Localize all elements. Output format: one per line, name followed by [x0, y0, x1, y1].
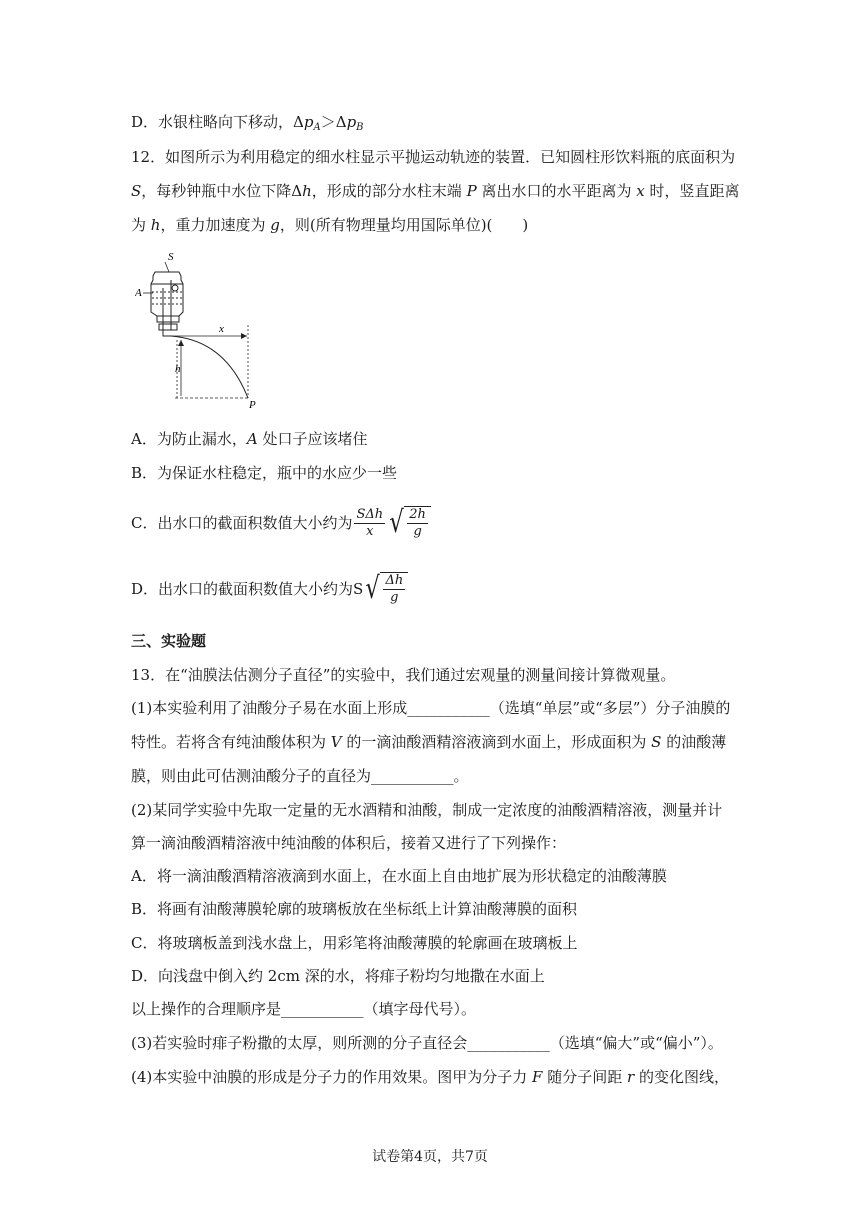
q13-p2-line2: 算一滴油酸酒精溶液中纯油酸的体积后，接着又进行了下列操作： [131, 834, 567, 852]
q11-option-d [131, 111, 364, 139]
q12-option-c [131, 500, 431, 546]
q13-text: 的变化图线， [634, 1068, 729, 1086]
q13-text: 的一滴油酸酒精溶液滴到水面上，形成面积为 [341, 733, 652, 751]
q12-stem-line2 [131, 180, 739, 202]
q12-optA-var: A [246, 430, 258, 448]
section-title: 三、实验题 [131, 632, 207, 650]
q13-p1-line3: 膜，则由此可估测油酸分子的直径为___________。 [131, 767, 469, 785]
q13-op-d: D．向浅盘中倒入约 2cm 深的水，将痱子粉均匀地撒在水面上 [131, 967, 545, 985]
q13-text: (4)本实验中油膜的形成是分子力的作用效果。图甲为分子力 [131, 1068, 533, 1086]
q13-op-b: B．将画有油酸薄膜轮廓的玻璃板放在坐标纸上计算油酸薄膜的面积 [131, 900, 578, 918]
q13-intro: 13．在“油膜法估测分子直径”的实验中，我们通过宏观量的测量间接计算微观量。 [131, 666, 676, 684]
q12-text: ，则(所有物理量均用国际单位)( ) [279, 216, 529, 234]
q13-text: 的油酸薄 [661, 733, 727, 751]
q11-optD-pA: p [303, 113, 314, 131]
q13-p2-line1: (2)某同学实验中先取一定量的无水酒精和油酸，制成一定浓度的油酸酒精溶液，测量并计 [131, 801, 723, 819]
q13-op-c: C．将玻璃板盖到浅水盘上，用彩笔将油酸薄膜的轮廓画在玻璃板上 [131, 934, 578, 952]
q12-option-a [131, 428, 367, 450]
q12-optC-fraction [354, 507, 385, 540]
q13-var-V: V [330, 733, 342, 751]
q12-stem-line3 [131, 214, 528, 236]
q11-optD-subB: B [356, 122, 364, 133]
q12-optC-rnum: 2h [409, 507, 426, 522]
figure-label-S: S [168, 251, 174, 263]
q13-text: 随分子间距 [542, 1068, 627, 1086]
q12-option-d [131, 566, 408, 612]
q12-stem-line1: 12．如图所示为利用稳定的细水柱显示平抛运动轨迹的装置．已知圆柱形饮料瓶的底面积为 [131, 148, 736, 166]
figure-label-x: x [219, 323, 224, 335]
q12-var-h: h [150, 216, 161, 234]
q13-text: 特性。若将含有纯油酸体积为 [131, 733, 331, 751]
q13-p1-line1: (1)本实验利用了油酸分子易在水面上形成___________（选填“单层”或“多层”）分子油膜的 [131, 699, 731, 717]
q12-text: 为 [131, 216, 151, 234]
q13-order: 以上操作的合理顺序是___________（填字母代号）。 [131, 1000, 477, 1018]
page-footer: 试卷第4页，共7页 [372, 1149, 488, 1165]
q13-op-a: A．将一滴油酸酒精溶液滴到水面上，在水面上自由地扩展为形状稳定的油酸薄膜 [131, 867, 667, 885]
q12-var-P: P [466, 182, 477, 200]
bottle-shape [151, 272, 183, 336]
q12-optC-sqrt: √ $\frac{2h}{g}$ [387, 506, 431, 540]
q11-optD-pB: p [346, 113, 357, 131]
q12-var-h: h [302, 182, 312, 200]
q11-optD-subA: A [313, 122, 321, 133]
q12-text: ，形成的部分水柱末端 [311, 182, 467, 200]
q12-optD-sqrt: √ $\frac{\Delta h}{g}$ [363, 572, 408, 606]
q13-var-r: r [627, 1068, 635, 1086]
q13-p1-line2 [131, 731, 726, 753]
q12-optC-text: C．出水口的截面积数值大小约为 [131, 514, 353, 532]
q12-text: ，每秒钟瓶中水位下降Δ [141, 182, 303, 200]
q12-optD-rnum: Δh [385, 573, 404, 588]
q12-option-b: B．为保证水柱稳定，瓶中的水应少一些 [131, 464, 398, 482]
q12-optC-rden: g [413, 524, 422, 539]
q12-text: 时，竖直距离 [644, 182, 740, 200]
q12-optA-text: A．为防止漏水， [131, 430, 247, 448]
figure-label-P: P [249, 399, 256, 410]
q12-var-x: x [636, 182, 645, 200]
q12-optA-text: 处口子应该堵住 [257, 430, 368, 448]
q12-optD-text: D．出水口的截面积数值大小约为S [131, 580, 364, 598]
figure-label-h: h [175, 363, 181, 375]
q12-optD-rden: g [390, 590, 399, 605]
q12-var-S: S [131, 182, 142, 200]
bottle-trajectory-figure [135, 250, 275, 410]
q11-optD-text: D．水银柱略向下移动，Δ [131, 113, 304, 131]
q13-var-F: F [532, 1068, 543, 1086]
q13-p4 [131, 1066, 729, 1088]
q12-optC-num: SΔh [356, 506, 384, 522]
q13-p3: (3)若实验时痱子粉撒的太厚，则所测的分子直径会___________（选填“偏大”或“偏小”）。 [131, 1034, 723, 1052]
q11-optD-gt: ＞Δ [320, 113, 347, 131]
q12-optC-den: x [366, 523, 374, 539]
figure-label-A: A [135, 287, 142, 299]
q12-var-g: g [270, 216, 280, 234]
q12-text: 离出水口的水平距离为 [476, 182, 637, 200]
q12-text: ，重力加速度为 [160, 216, 271, 234]
q13-var-S: S [651, 733, 662, 751]
